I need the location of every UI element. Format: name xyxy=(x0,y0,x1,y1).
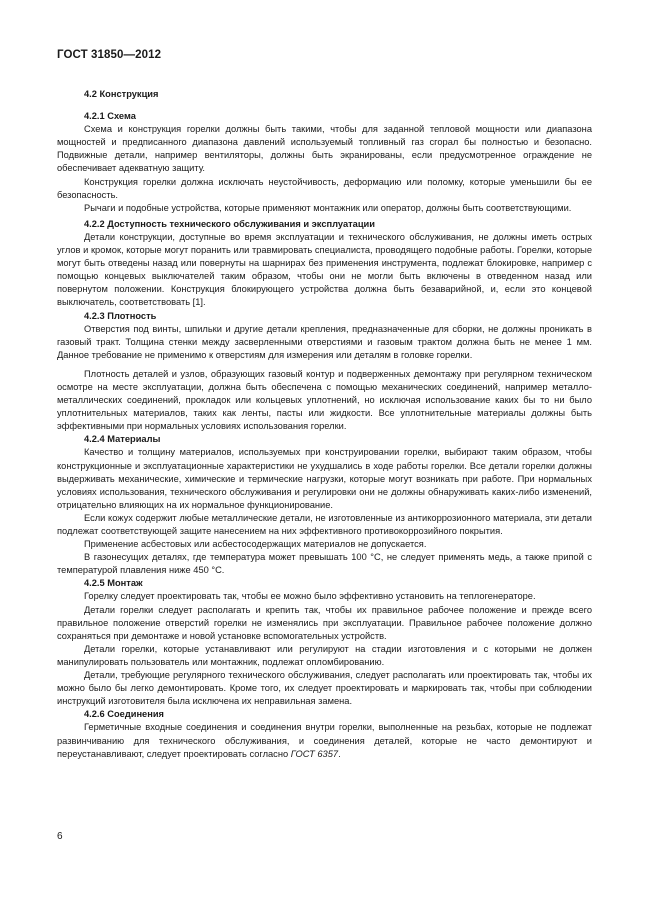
paragraph: Рычаги и подобные устройства, которые применяют монтажник или оператор, должны быть соответствующими. xyxy=(84,202,572,213)
standard-header: ГОСТ 31850—2012 xyxy=(57,49,162,61)
paragraph: В газонесущих деталях, где температура может превышать 100 °С, не следует применять медь, а также припой с температурой плавления ниже 450 °С. xyxy=(57,552,592,576)
paragraph-text: Герметичные входные соединения и соединения внутри горелки, выполненные на резьбах, которые не подлежат развинчиванию для технического обслуживания, и соединения деталей, которые не часто демонтируют и переустанавливают, следует проектировать согласно xyxy=(57,722,592,759)
paragraph: Применение асбестовых или асбестосодержащих материалов не допускается. xyxy=(84,539,427,550)
paragraph: Качество и толщину материалов, используемых при конструировании горелки, выбирают таким образом, чтобы конструкционные и эксплуатационные характеристики не ухудшались в ходе работы горелки. Все детали горелки должны выдерживать механические, химические и термические нагрузки, которые могут возникать при работе. При нормальных условиях использования, технического обслуживания и регулировки они не должны обнаруживать каких-либо изменений, отрицательно влияющих на их нормальное функционирование. xyxy=(57,447,592,510)
section-heading-4-2-5: 4.2.5 Монтаж xyxy=(84,578,143,589)
standard-reference: ГОСТ 6357 xyxy=(290,748,339,759)
paragraph: Детали горелки следует располагать и крепить так, чтобы их правильное рабочее положение и прежде всего правильное положение отверстий горелки не изменялись при эксплуатации. Правильное рабочее положение должно сохраняться при демонтаже и новой установке вспомогательных устройств. xyxy=(57,604,592,641)
paragraph-end: . xyxy=(338,748,341,759)
section-heading-4-2: 4.2 Конструкция xyxy=(84,89,159,99)
paragraph: Отверстия под винты, шпильки и другие детали крепления, предназначенные для сборки, не должны проникать в газовый тракт. Толщина стенки между засверленными отверстиями и газовым трактом должна быть не менее 1 мм. Данное требование не применимо к отверстиям для измерения или деталям в головке горелки. xyxy=(57,323,592,360)
paragraph: Если кожух содержит любые металлические детали, не изготовленные из антикоррозионного материала, эти детали подлежат соответствующей защите нанесением на них эффективного противокоррозийного покрытия. xyxy=(57,512,592,536)
paragraph: Горелку следует проектировать так, чтобы ее можно было эффективно установить на теплогенераторе. xyxy=(84,591,536,602)
page-number: 6 xyxy=(57,831,63,842)
section-heading-4-2-6: 4.2.6 Соединения xyxy=(84,709,164,720)
section-heading-4-2-1: 4.2.1 Схема xyxy=(84,111,136,122)
paragraph: Плотность деталей и узлов, образующих газовый контур и подверженных демонтажу при регулярном техническом осмотре на месте эксплуатации, должна быть обеспечена с помощью механических соединений, например металло-металлических соединений, прокладок или кольцевых уплотнений, но исключая использование каких бы то ни было уплотнительных материалов, таких как ленты, пасты или жидкости. Все уплотнительные материалы должны быть эффективными при нормальных условиях использования горелки. xyxy=(57,368,592,432)
section-heading-4-2-3: 4.2.3 Плотность xyxy=(84,310,157,321)
paragraph: Детали горелки, которые устанавливают или регулируют на стадии изготовления и с которыми не должен манипулировать пользователь или монтажник, подлежат опломбированию. xyxy=(57,643,592,667)
paragraph: Конструкция горелки должна исключать неустойчивость, деформацию или поломку, которые уменьшили бы ее безопасность. xyxy=(57,176,592,200)
paragraph: Детали, требующие регулярного технического обслуживания, следует располагать или проектировать так, чтобы их можно было бы легко демонтировать. Кроме того, их следует проектировать и маркировать так, чтобы при соблюдении инструкций изготовителя была исключена их неправильная замена. xyxy=(57,670,592,707)
document-body xyxy=(57,80,592,761)
paragraph: Схема и конструкция горелки должны быть такими, чтобы для заданной тепловой мощности или диапазона мощностей и предписанного диапазона давлений используемый топливный газ сгорал бы полностью и безопасно. Подвижные детали, например вентиляторы, должны быть экранированы, если предусмотренное ограждение не обеспечивает адекватную защиту. xyxy=(57,124,592,174)
paragraph xyxy=(57,721,592,760)
paragraph: Детали конструкции, доступные во время эксплуатации и технического обслуживания, не должны иметь острых углов и кромок, которые могут поранить или травмировать специалиста, проводящего подобные работы. Горелки, которые могут быть отведены назад или повернуты на шарнирах без применения инструмента, подлежат блокировке, например с помощью концевых выключателей таким образом, чтобы они не могли быть включены в отведенном назад или повернутом положении. Конструкция блокирующего устройства должна быть безаварийной, и, если это концевой выключатель, соответствовать [1]. xyxy=(57,231,592,308)
section-heading-4-2-4: 4.2.4 Материалы xyxy=(84,434,161,445)
section-heading-4-2-2: 4.2.2 Доступность технического обслуживания и эксплуатации xyxy=(84,218,375,229)
